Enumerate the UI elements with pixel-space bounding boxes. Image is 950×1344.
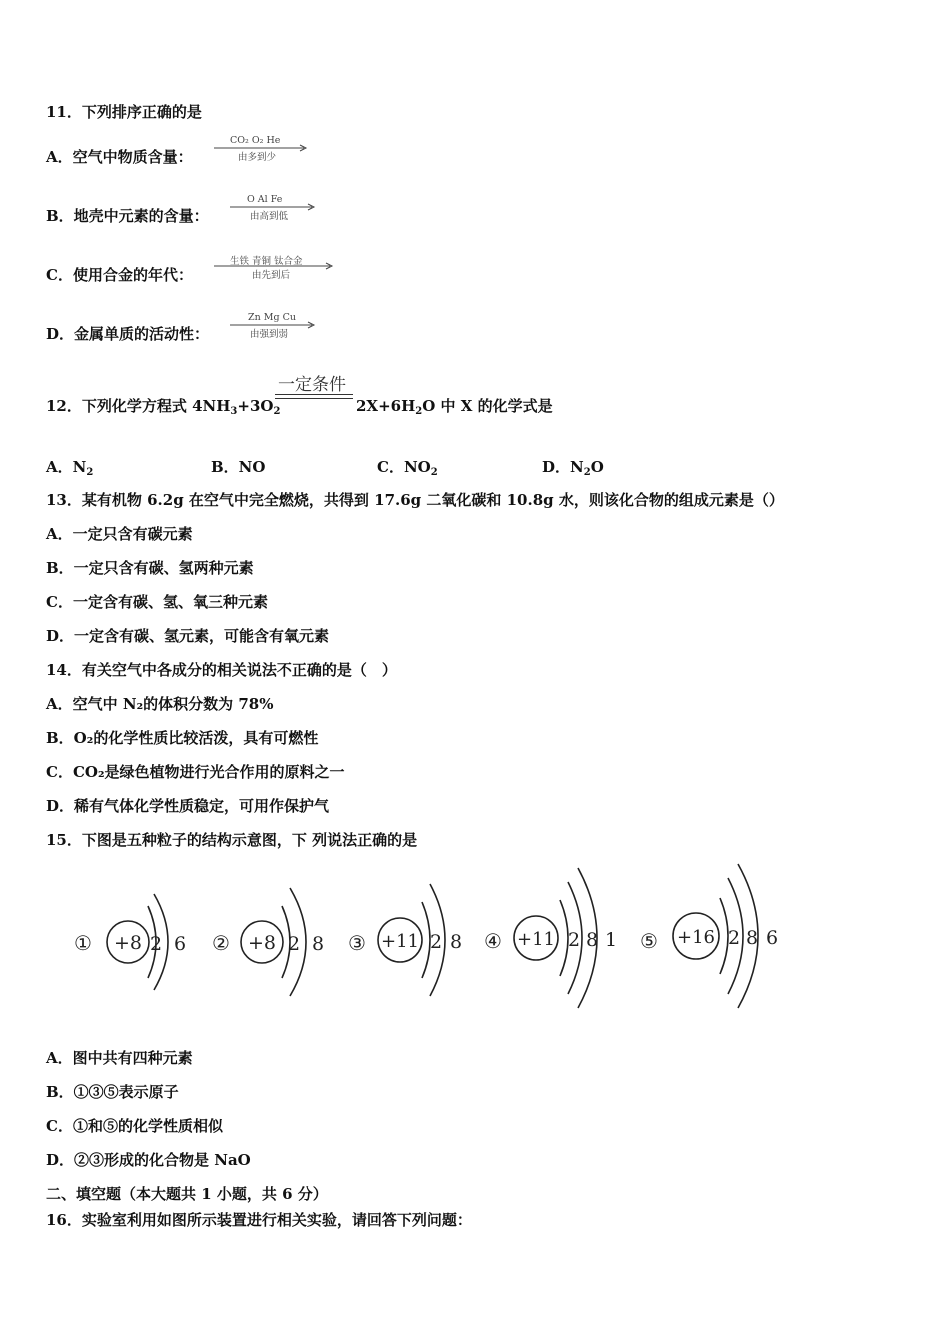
particle-4-shell-1: 2	[567, 929, 581, 951]
q11-c-direction: 由先到后	[252, 270, 291, 281]
q14-stem: 14．有关空气中各成分的相关说法不正确的是（ ）	[46, 661, 397, 679]
q15-option-a: A．图中共有四种元素	[46, 1049, 193, 1067]
q11-option-c: C．使用合金的年代：	[46, 266, 193, 284]
q11-b-direction: 由高到低	[250, 211, 289, 222]
q12-equals-line-top	[275, 394, 353, 395]
q15-stem: 15．下图是五种粒子的结构示意图，下 列说法正确的是	[46, 831, 418, 849]
particle-3-shell-2: 8	[449, 931, 463, 953]
particle-5-nucleus: +16	[677, 927, 715, 948]
q11-option-a: A．空气中物质含量：	[46, 148, 193, 166]
q15-option-d: D．②③形成的化合物是 NaO	[46, 1151, 251, 1169]
particle-2-shell-2: 8	[311, 933, 325, 955]
particle-5-shell-1: 2	[727, 927, 741, 949]
particle-4-label: ④	[484, 929, 502, 953]
q11-stem: 11．下列排序正确的是	[46, 103, 202, 121]
q16-stem: 16．实验室利用如图所示装置进行相关实验，请回答下列问题：	[46, 1211, 472, 1229]
particle-5-label: ⑤	[640, 929, 658, 953]
q12-stem-left: 12．下列化学方程式 $4NH_3+3O_2$	[46, 397, 281, 417]
particle-2	[212, 888, 324, 996]
particle-1	[74, 894, 186, 990]
q11-option-b: B．地壳中元素的含量：	[46, 207, 209, 225]
q13-option-a: A．一定只含有碳元素	[46, 525, 193, 543]
q14-option-b: B．O₂的化学性质比较活泼，具有可燃性	[46, 729, 319, 747]
particle-2-label: ②	[212, 931, 230, 955]
q11-a-sequence: CO₂ O₂ He	[230, 135, 281, 146]
particle-4	[484, 868, 617, 1008]
atomic-structure-diagram	[60, 860, 800, 1020]
q12-option-b: B．NO	[211, 458, 266, 476]
q14-option-c: C．CO₂是绿色植物进行光合作用的原料之一	[46, 763, 345, 781]
particle-4-shell-2: 8	[585, 929, 599, 951]
q13-option-d: D．一定含有碳、氢元素，可能含有氧元素	[46, 627, 330, 645]
q15-option-b: B．①③⑤表示原子	[46, 1083, 179, 1101]
q13-option-b: B．一定只含有碳、氢两种元素	[46, 559, 254, 577]
q12-option-c: C．$NO_2$	[377, 458, 438, 478]
particle-1-shell-2: 6	[173, 933, 187, 955]
particle-1-shell-1: 2	[149, 933, 163, 955]
particle-3-label: ③	[348, 931, 366, 955]
particle-5-shell-3: 6	[765, 927, 779, 949]
q11-d-sequence: Zn Mg Cu	[248, 312, 296, 323]
q11-a-direction: 由多到少	[238, 152, 277, 163]
particle-4-shell-3: 1	[604, 929, 618, 951]
particle-3-nucleus: +11	[381, 931, 419, 952]
q15-option-c: C．①和⑤的化学性质相似	[46, 1117, 223, 1135]
q12-equals-line-bottom	[275, 398, 353, 399]
q12-option-d: D．$N_2O$	[542, 458, 604, 478]
q13-option-c: C．一定含有碳、氢、氧三种元素	[46, 593, 268, 611]
q12-option-a: A．$N_2$	[46, 458, 94, 478]
particle-1-label: ①	[74, 931, 92, 955]
q14-option-d: D．稀有气体化学性质稳定，可用作保护气	[46, 797, 330, 815]
q13-stem: 13．某有机物 6.2g 在空气中完全燃烧，共得到 17.6g 二氧化碳和 10.8g 水，则该化合物的组成元素是（）	[46, 491, 784, 509]
q12-reaction-condition: 一定条件	[278, 375, 346, 395]
q11-option-d: D．金属单质的活动性：	[46, 325, 210, 343]
particle-4-nucleus: +11	[517, 929, 555, 950]
particle-3-shell-1: 2	[429, 931, 443, 953]
q11-c-sequence: 生铁 青铜 钛合金	[230, 256, 303, 267]
particle-1-nucleus: +8	[113, 932, 143, 954]
q12-stem-right: $2X+6H_2O$ 中 X 的化学式是	[356, 397, 553, 417]
particle-2-nucleus: +8	[247, 932, 277, 954]
section-heading: 二、填空题（本大题共 1 小题，共 6 分）	[46, 1185, 328, 1203]
particle-5-shell-2: 8	[745, 927, 759, 949]
q11-b-sequence: O Al Fe	[247, 194, 283, 205]
q14-option-a: A．空气中 N₂的体积分数为 78%	[46, 695, 274, 713]
particle-3	[348, 884, 462, 996]
q11-d-direction: 由强到弱	[250, 329, 289, 340]
particle-5	[640, 864, 778, 1008]
particle-2-shell-1: 2	[287, 933, 301, 955]
